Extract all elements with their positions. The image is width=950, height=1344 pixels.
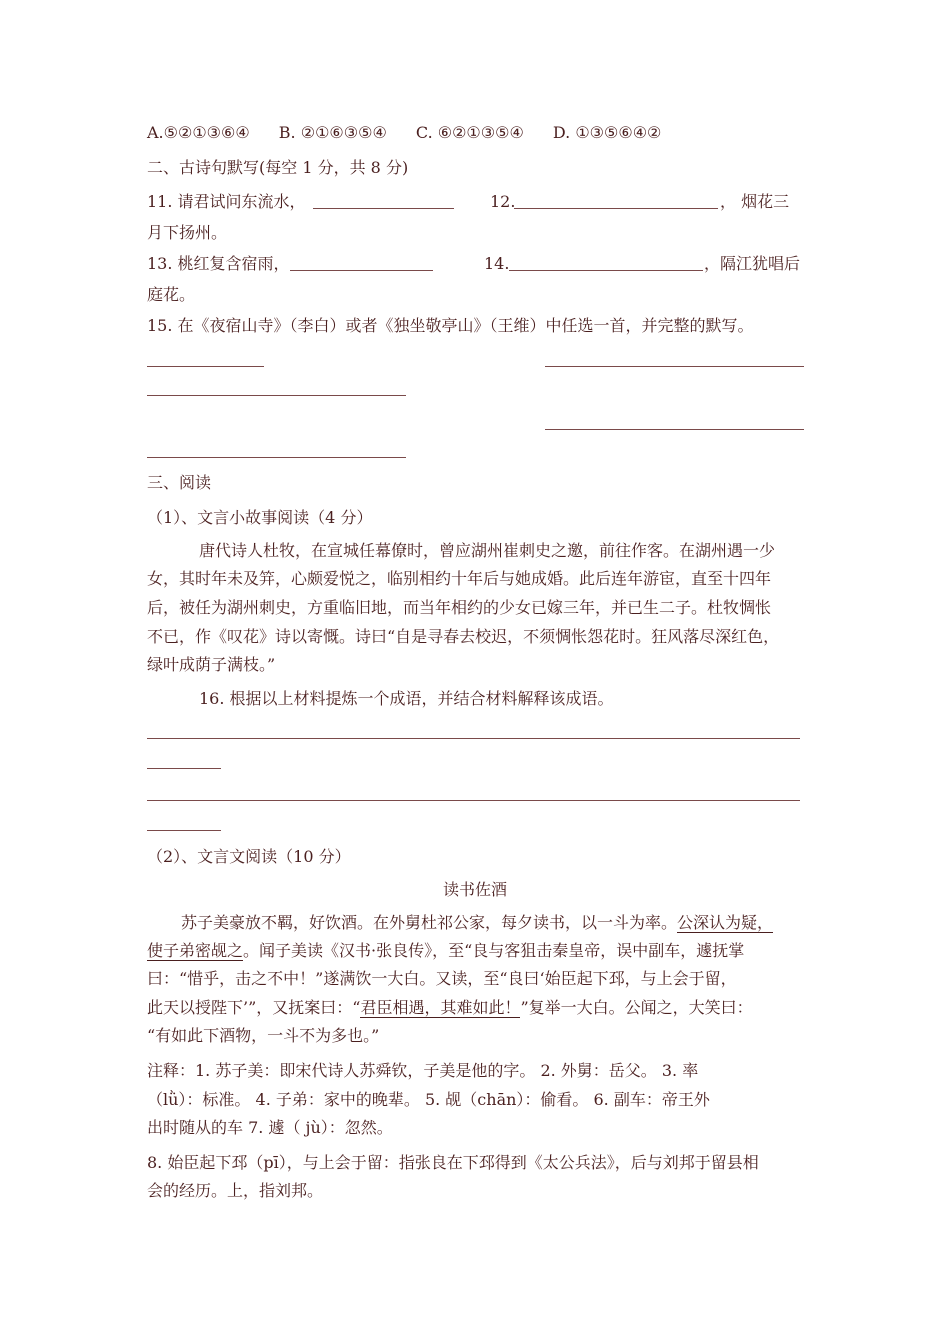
notes-line: 8. 始臣起下邳（pī），与上会于留：指张良在下邳得到《太公兵法》，后与刘邦于留县相: [147, 1153, 759, 1172]
notes-line: （lǜ）：标准。 4. 子弟：家中的晚辈。 5. 觇（chān）：偷看。 6. 副车：帝王外: [147, 1090, 710, 1109]
q15-blank-1[interactable]: [147, 366, 264, 367]
passage-line: “有如此下酒物，一斗不为多也。”: [147, 1026, 380, 1045]
option-b: B. ②①⑥③⑤④: [278, 123, 387, 142]
q11-answer-blank[interactable]: [313, 208, 454, 209]
q15-blank-4[interactable]: [545, 429, 804, 430]
q13-text: 13. 桃红复含宿雨，: [147, 254, 290, 273]
q16-blank-4[interactable]: [147, 830, 221, 831]
q16-blank-1[interactable]: [147, 738, 800, 739]
underlined-sentence: 公深认为疑，: [677, 913, 774, 932]
q16-blank-2[interactable]: [147, 768, 221, 769]
story-line: 女，其时年未及笄，心颇爱悦之，临别相约十年后与她成婚。此后连年游宦，直至十四年: [147, 569, 772, 588]
q14-text: ，隔江犹唱后: [704, 254, 801, 273]
part1-heading: （1）、文言小故事阅读（4 分）: [147, 508, 373, 527]
q14-number: 14.: [484, 254, 510, 273]
underlined-sentence: 使子弟密觇之: [147, 941, 244, 960]
passage-line: [147, 940, 744, 962]
q14-answer-blank[interactable]: [509, 270, 703, 271]
section3-heading: 三、阅读: [147, 473, 212, 492]
section2-heading: 二、古诗句默写(每空 1 分，共 8 分): [147, 158, 409, 177]
story-line: 后，被任为湖州刺史，方重临旧地，而当年相约的少女已嫁三年，并已生二子。杜牧惆怅: [147, 598, 772, 617]
option-d: D. ①③⑤⑥④②: [552, 123, 662, 142]
q12-text: ， 烟花三: [720, 192, 790, 211]
passage-text: 苏子美豪放不羁，好饮酒。在外舅杜祁公家，每夕读书，以一斗为率。: [181, 913, 678, 932]
q15-blank-2[interactable]: [545, 366, 804, 367]
story-line: 绿叶成荫子满枝。”: [147, 655, 276, 674]
passage-line: [181, 912, 773, 934]
q13-answer-blank[interactable]: [290, 270, 433, 271]
notes-line: 会的经历。上，指刘邦。: [147, 1181, 324, 1200]
q15-text: 15. 在《夜宿山寺》（李白）或者《独坐敬亭山》（王维）中任选一首，并完整的默写。: [147, 316, 754, 335]
q15-blank-5[interactable]: [147, 457, 406, 458]
passage-line: [147, 997, 753, 1019]
passage-title: 读书佐酒: [442, 880, 507, 899]
underlined-sentence: 君臣相遇，其难如此！: [360, 998, 521, 1017]
q12-number: 12.: [490, 192, 516, 211]
answer-options: [147, 122, 685, 144]
story-line: 唐代诗人杜牧，在宣城任幕僚时，曾应湖州崔刺史之邀，前往作客。在湖州遇一少: [199, 541, 776, 560]
q14-wrap: 庭花。: [147, 285, 196, 304]
q15-blank-3[interactable]: [147, 395, 406, 396]
notes-line: 出时随从的车 7. 遽（ jù）：忽然。: [147, 1118, 393, 1137]
option-c: C. ⑥②①③⑤④: [415, 123, 524, 142]
part2-heading: （2）、文言文阅读（10 分）: [147, 847, 351, 866]
q12-answer-blank[interactable]: [514, 208, 718, 209]
q11-text: 11. 请君试问东流水，: [147, 192, 306, 211]
passage-line: 曰：“惜乎，击之不中！”遂满饮一大白。又读，至“良曰‘始臣起下邳，与上会于留，: [147, 969, 737, 988]
passage-text: ”复举一大白。公闻之，大笑曰：: [520, 998, 753, 1017]
option-a: A.⑤②①③⑥④: [147, 123, 250, 142]
q16-text: 16. 根据以上材料提炼一个成语，并结合材料解释该成语。: [199, 689, 614, 708]
q12-wrap: 月下扬州。: [147, 223, 228, 242]
story-line: 不已，作《叹花》诗以寄慨。诗曰“自是寻春去校迟，不须惆怅怨花时。狂风落尽深红色，: [147, 627, 780, 646]
q16-blank-3[interactable]: [147, 800, 800, 801]
passage-text: 。闻子美读《汉书·张良传》，至“良与客狙击秦皇帝，误中副车，遽抚掌: [243, 941, 745, 960]
notes-line: 注释：1. 苏子美：即宋代诗人苏舜钦，子美是他的字。 2. 外舅：岳父。 3. 率: [147, 1061, 699, 1080]
passage-text: 此天以授陛下’”，又抚案曰：“: [147, 998, 361, 1017]
